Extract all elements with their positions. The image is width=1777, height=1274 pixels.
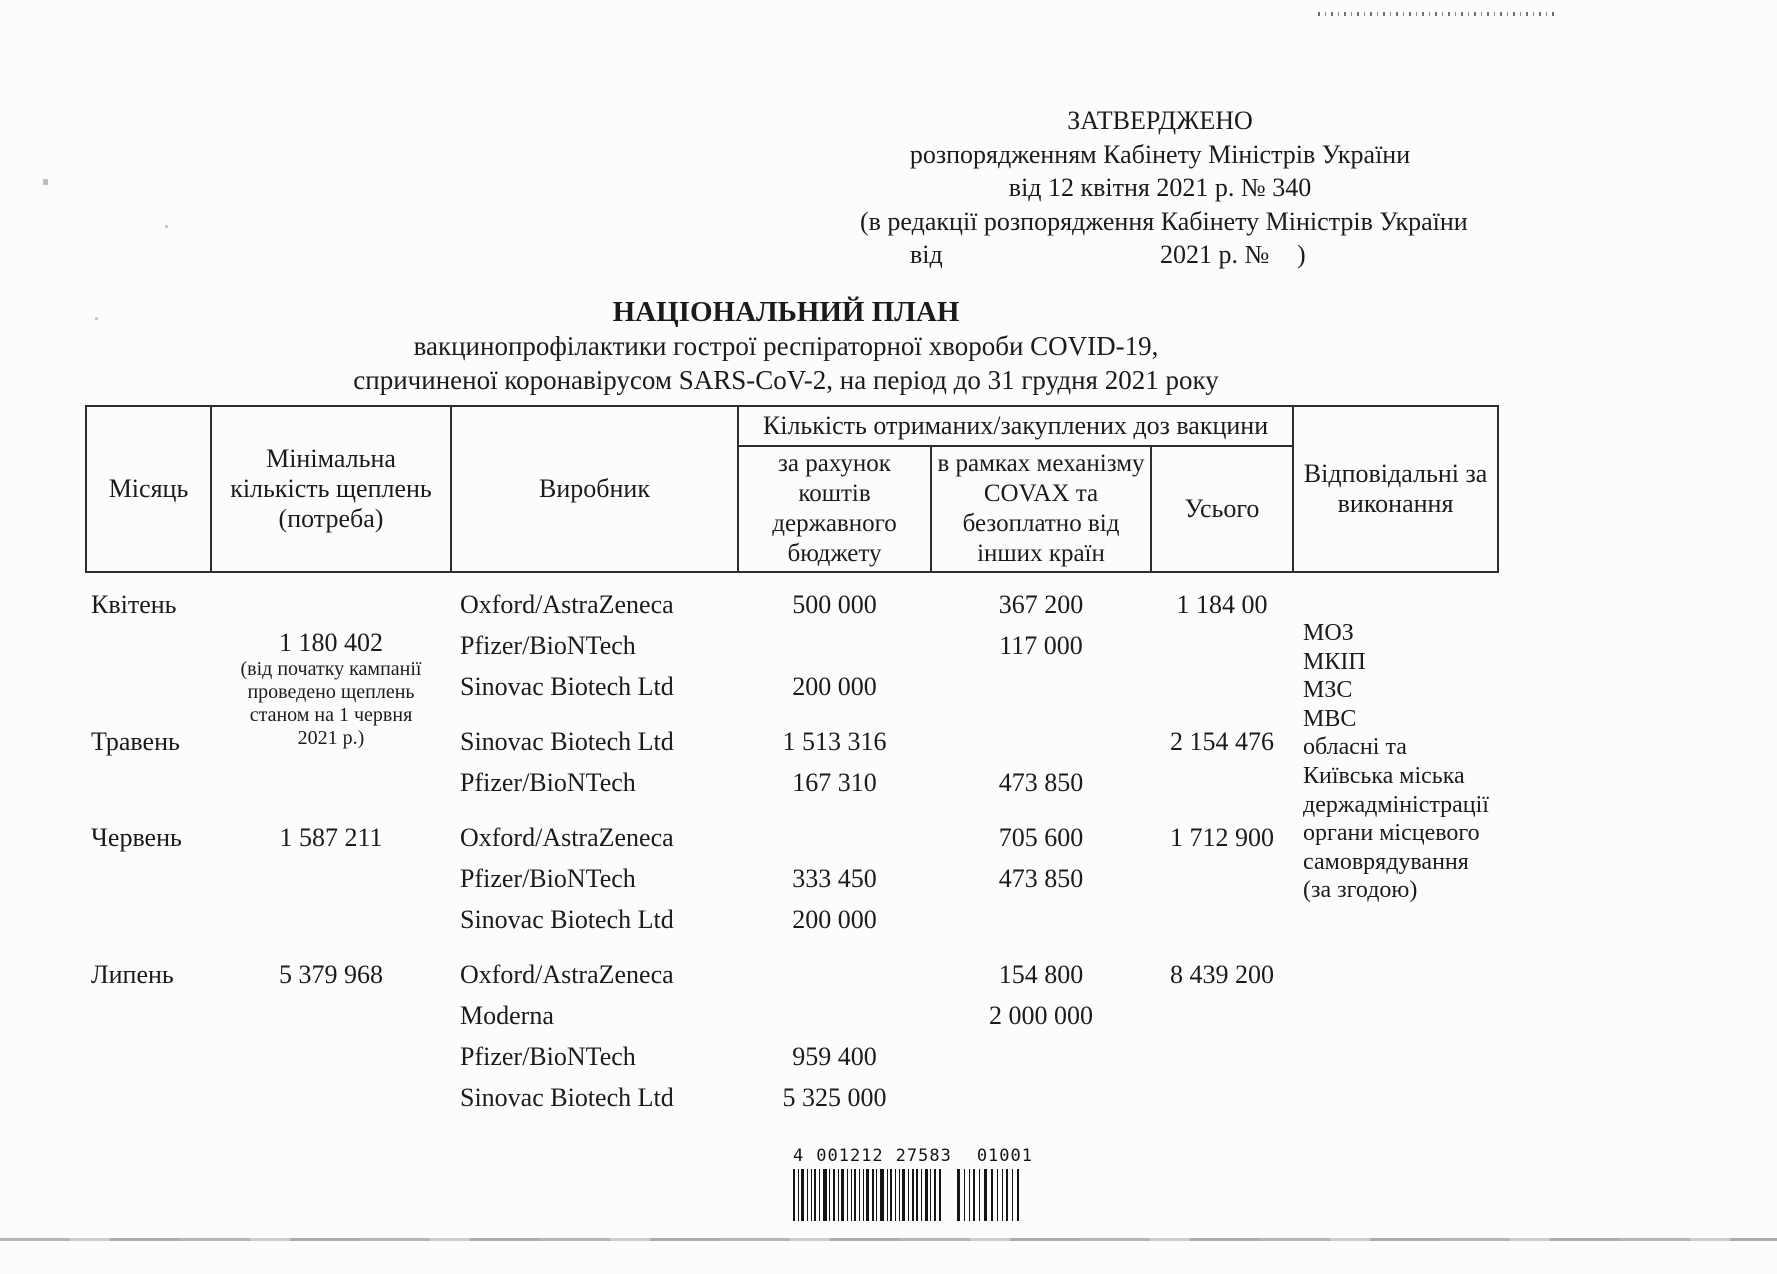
header-row-1: [86, 406, 1498, 446]
min-count-cell: 1 587 211: [279, 823, 383, 852]
responsible-line: самоврядування: [1303, 848, 1469, 875]
manufacturer-cell: Pfizer/BioNTech: [460, 631, 636, 660]
approval-line-3: від 12 квітня 2021 р. № 340: [1008, 173, 1312, 202]
manufacturer-cell: Sinovac Biotech Ltd: [460, 1083, 674, 1112]
approval-line-1: ЗАТВЕРДЖЕНО: [1067, 106, 1253, 135]
responsible-line: (за згодою): [1303, 877, 1418, 904]
responsible-line: Київська міська: [1303, 762, 1465, 789]
barcode-digit-group: 01001: [976, 1146, 1033, 1166]
total-doses-cell: 2 154 476: [1170, 727, 1275, 756]
vaccination-plan-table: [85, 405, 1499, 1120]
total-doses-cell: 8 439 200: [1170, 960, 1275, 989]
budget-doses-cell: [738, 627, 931, 668]
responsible-line: МОЗ: [1303, 620, 1354, 646]
scan-speck: [165, 225, 168, 228]
table-body: [86, 572, 1498, 1120]
min-count-cell: [211, 901, 451, 942]
header-budget: за рахунок коштів державного бюджету: [738, 446, 931, 572]
approval-line-5: [860, 238, 1460, 272]
covax-doses-cell: 473 850: [998, 864, 1084, 893]
barcode-digit-group: 001212: [816, 1146, 884, 1166]
table-row: [86, 901, 1498, 942]
responsible-line: МВС: [1303, 705, 1357, 732]
month-cell: Квітень: [91, 590, 177, 619]
total-doses-cell: [1151, 627, 1293, 668]
header-total: Усього: [1151, 446, 1293, 572]
min-count-cell: 5 379 968: [279, 960, 383, 989]
table-row: [86, 1079, 1498, 1120]
budget-doses-cell: 5 325 000: [782, 1083, 887, 1112]
min-count-note: (від початку кампанії проведено щеплень станом на 1 червня 2021 р.): [240, 658, 422, 749]
budget-doses-cell: 500 000: [792, 590, 877, 619]
covax-doses-cell: [931, 901, 1151, 942]
total-doses-cell: [1151, 901, 1293, 942]
approval-line-4: (в редакції розпорядження Кабінету Міністрів України: [860, 206, 1468, 236]
responsible-line: МЗС: [1303, 677, 1353, 704]
title-line-1: НАЦІОНАЛЬНИЙ ПЛАН: [612, 296, 960, 328]
manufacturer-cell: Moderna: [460, 1001, 554, 1030]
barcode: [793, 1146, 1033, 1221]
month-cell: [86, 1038, 211, 1079]
total-doses-cell: 1 184 00: [1176, 590, 1268, 619]
budget-doses-cell: 333 450: [792, 864, 877, 893]
approval-block: [860, 104, 1468, 272]
approval-from-label: від: [910, 240, 943, 269]
budget-doses-cell: 959 400: [792, 1042, 877, 1071]
min-count-cell: [211, 997, 451, 1038]
table-row: [86, 942, 1498, 997]
header-covax: в рамках механізму COVAX та безоплатно від інших країн: [931, 446, 1151, 572]
total-doses-cell: [1151, 764, 1293, 805]
manufacturer-cell: Sinovac Biotech Ltd: [460, 727, 674, 756]
table-row: [86, 572, 1498, 627]
month-cell: [86, 901, 211, 942]
manufacturer-cell: Sinovac Biotech Ltd: [460, 672, 674, 701]
min-count-cell: [211, 572, 451, 805]
covax-doses-cell: 2 000 000: [989, 1001, 1093, 1030]
manufacturer-cell: Oxford/AstraZeneca: [460, 960, 674, 989]
manufacturer-cell: Oxford/AstraZeneca: [460, 590, 674, 619]
table-row: [86, 805, 1498, 860]
covax-doses-cell: [931, 668, 1151, 709]
covax-doses-cell: [931, 1079, 1151, 1120]
approval-paren: ): [1297, 240, 1306, 269]
covax-doses-cell: 473 850: [998, 768, 1084, 797]
responsible-line: органи місцевого: [1303, 820, 1480, 847]
manufacturer-cell: Sinovac Biotech Ltd: [460, 905, 674, 934]
table-row: [86, 860, 1498, 901]
header-min-count: Мінімальна кількість щеплень (потреба): [211, 406, 451, 572]
barcode-digit-group: 27583: [895, 1146, 952, 1166]
total-doses-cell: [1151, 1079, 1293, 1120]
barcode-bars-right: [957, 1169, 1019, 1221]
min-count-cell: [211, 860, 451, 901]
total-doses-cell: [1151, 668, 1293, 709]
header-manufacturer: Виробник: [451, 406, 738, 572]
header-responsible: Відповідальні за виконання: [1293, 406, 1498, 572]
manufacturer-cell: Pfizer/BioNTech: [460, 768, 636, 797]
budget-doses-cell: 1 513 316: [782, 727, 887, 756]
barcode-bars: [793, 1169, 1033, 1221]
month-cell: Липень: [91, 960, 174, 989]
covax-doses-cell: 117 000: [999, 631, 1083, 660]
manufacturer-cell: Oxford/AstraZeneca: [460, 823, 674, 852]
page-bottom-edge: [0, 1238, 1777, 1241]
month-cell: [86, 1079, 211, 1120]
covax-doses-cell: [931, 709, 1151, 764]
min-count-cell: [211, 1079, 451, 1120]
budget-doses-cell: [738, 942, 931, 997]
min-count-cell: [211, 1038, 451, 1079]
budget-doses-cell: [738, 805, 931, 860]
total-doses-cell: 1 712 900: [1170, 823, 1275, 852]
document-title: [80, 295, 1492, 397]
month-cell: Травень: [91, 727, 180, 756]
manufacturer-cell: Pfizer/BioNTech: [460, 864, 636, 893]
manufacturer-cell: Pfizer/BioNTech: [460, 1042, 636, 1071]
budget-doses-cell: 200 000: [792, 672, 877, 701]
covax-doses-cell: 367 200: [998, 590, 1084, 619]
scan-artifact-line: [1318, 12, 1558, 16]
month-cell: [86, 627, 211, 668]
budget-doses-cell: [738, 997, 931, 1038]
month-cell: [86, 764, 211, 805]
month-cell: Червень: [91, 823, 182, 852]
responsible-line: держадміністрації: [1303, 791, 1489, 818]
month-cell: [86, 668, 211, 709]
responsible-cell: [1293, 572, 1498, 1120]
header-doses-group: Кількість отриманих/закуплених доз вакцини: [738, 406, 1293, 446]
approval-line-2: розпорядженням Кабінету Міністрів України: [909, 139, 1411, 169]
barcode-digit-group: 4: [793, 1146, 805, 1166]
total-doses-cell: [1151, 860, 1293, 901]
barcode-number: [793, 1146, 1033, 1166]
table-row: [86, 997, 1498, 1038]
total-doses-cell: [1151, 1038, 1293, 1079]
barcode-bars-left: [793, 1169, 941, 1221]
responsible-line: МКІП: [1303, 648, 1366, 675]
header-month: Місяць: [86, 406, 211, 572]
title-line-3: спричиненої коронавірусом SARS-CoV-2, на період до 31 грудня 2021 року: [353, 365, 1219, 395]
budget-doses-cell: 200 000: [792, 905, 877, 934]
covax-doses-cell: 705 600: [998, 823, 1084, 852]
month-cell: [86, 860, 211, 901]
min-count-value: 1 180 402: [279, 628, 383, 657]
budget-doses-cell: 167 310: [792, 768, 877, 797]
total-doses-cell: [1151, 997, 1293, 1038]
scan-speck: [43, 179, 48, 185]
table-row: [86, 1038, 1498, 1079]
covax-doses-cell: [931, 1038, 1151, 1079]
month-cell: [86, 997, 211, 1038]
responsible-line: обласні та: [1303, 734, 1407, 761]
title-line-2: вакцинопрофілактики гострої респіраторної хвороби COVID-19,: [413, 331, 1159, 361]
table-header: [86, 406, 1498, 572]
approval-year-label: 2021 р. №: [1160, 240, 1270, 269]
covax-doses-cell: 154 800: [998, 960, 1084, 989]
